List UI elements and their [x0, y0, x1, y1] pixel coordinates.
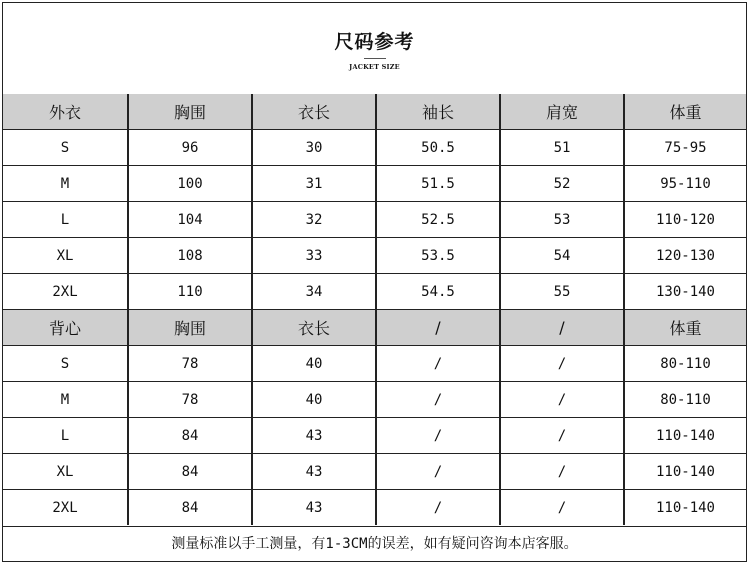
table-cell: 54.5 [376, 274, 500, 310]
size-cell: 2XL [3, 490, 128, 526]
table-cell: / [500, 454, 624, 490]
table-cell: 43 [252, 490, 376, 526]
table-cell: 53 [500, 202, 624, 238]
size-table [3, 94, 746, 525]
header-cell: 体重 [624, 310, 746, 346]
table-cell: 110-140 [624, 418, 746, 454]
table-cell: 110-120 [624, 202, 746, 238]
table-cell: 108 [128, 238, 252, 274]
table-cell: 50.5 [376, 130, 500, 166]
title-block [3, 3, 746, 95]
table-row [3, 166, 746, 202]
table-cell: 84 [128, 454, 252, 490]
table-cell: 78 [128, 346, 252, 382]
page-subtitle: JACKET SIZE [349, 63, 400, 71]
size-cell: M [3, 382, 128, 418]
table-cell: 31 [252, 166, 376, 202]
table-cell: / [500, 382, 624, 418]
table-row [3, 382, 746, 418]
table-row [3, 418, 746, 454]
table-cell: 95-110 [624, 166, 746, 202]
table-cell: / [376, 346, 500, 382]
table-cell: 84 [128, 418, 252, 454]
table-row [3, 346, 746, 382]
header-cell: 袖长 [376, 94, 500, 130]
table-cell: 110-140 [655, 499, 715, 516]
table-cell: 104 [128, 202, 252, 238]
table-cell: 40 [252, 382, 376, 418]
table-cell: 110 [128, 274, 252, 310]
size-cell: M [3, 166, 128, 202]
size-cell: L [3, 202, 128, 238]
table-row [3, 202, 746, 238]
footer-note: 测量标准以手工测量，有1-3CM的误差，如有疑问咨询本店客服。 [3, 526, 746, 562]
table-row [3, 490, 746, 526]
table-cell: / [500, 418, 624, 454]
size-cell: XL [3, 454, 128, 490]
header-cell: 外衣 [3, 94, 128, 130]
size-cell: S [3, 130, 128, 166]
header-cell: / [376, 310, 500, 346]
table-cell: / [500, 490, 624, 526]
table-cell: / [500, 346, 624, 382]
table-cell: 54 [500, 238, 624, 274]
table-cell: / [376, 382, 500, 418]
size-cell: XL [3, 238, 128, 274]
table-cell: 51.5 [376, 166, 500, 202]
header-cell: / [500, 310, 624, 346]
table-cell: 78 [128, 382, 252, 418]
table-cell: 96 [128, 130, 252, 166]
table-cell: 52.5 [376, 202, 500, 238]
table-row [3, 454, 746, 490]
header-cell: 体重 [624, 94, 746, 130]
table-cell: 75-95 [624, 130, 746, 166]
table-cell: 43 [252, 418, 376, 454]
table-cell: 30 [252, 130, 376, 166]
table-cell: 84 [128, 490, 252, 526]
title-divider [364, 58, 386, 59]
table-cell: 33 [252, 238, 376, 274]
header-cell: 背心 [3, 310, 128, 346]
table-cell: 32 [252, 202, 376, 238]
table-cell: 52 [500, 166, 624, 202]
header-cell: 衣长 [252, 94, 376, 130]
size-cell: S [3, 346, 128, 382]
table-cell: 110-140 [624, 454, 746, 490]
vest-header-row [3, 310, 746, 346]
header-cell: 衣长 [252, 310, 376, 346]
table-row [3, 238, 746, 274]
header-cell: 肩宽 [500, 94, 624, 130]
jacket-header-row [3, 94, 746, 130]
table-cell: 43 [252, 454, 376, 490]
table-cell: 40 [252, 346, 376, 382]
table-cell: 34 [252, 274, 376, 310]
page-title: 尺码参考 [334, 31, 415, 53]
table-cell: 100 [128, 166, 252, 202]
table-cell: / [376, 490, 500, 526]
table-cell: 55 [500, 274, 624, 310]
table-cell: 130-140 [624, 274, 746, 310]
size-cell: 2XL [3, 274, 128, 310]
size-chart [2, 2, 747, 562]
table-row [3, 274, 746, 310]
header-cell: 胸围 [128, 94, 252, 130]
table-cell: 80-110 [624, 382, 746, 418]
table-cell: 53.5 [376, 238, 500, 274]
table-cell: 80-110 [624, 346, 746, 382]
table-cell: / [376, 454, 500, 490]
size-cell: L [3, 418, 128, 454]
header-cell: 胸围 [128, 310, 252, 346]
table-cell: / [376, 418, 500, 454]
table-row [3, 130, 746, 166]
table-cell: 51 [500, 130, 624, 166]
table-cell: 120-130 [624, 238, 746, 274]
